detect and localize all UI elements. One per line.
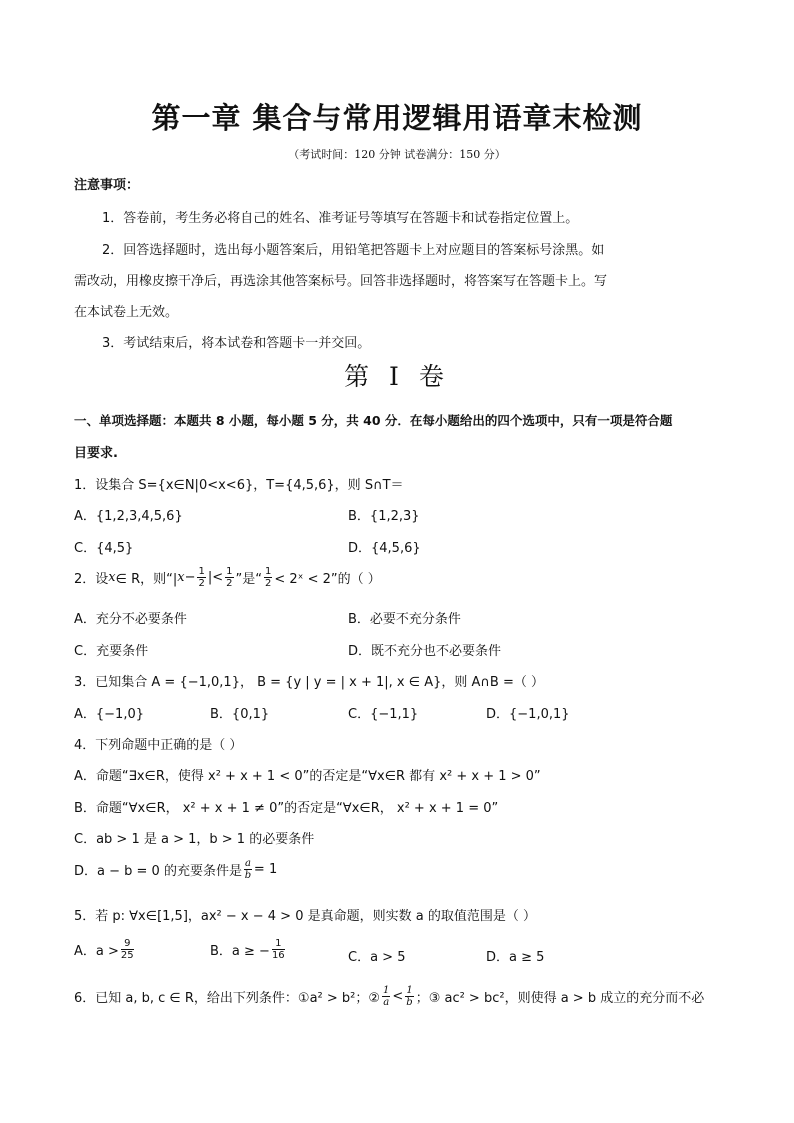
- question-4-stem: 4．下列命题中正确的是（ ）: [74, 738, 243, 753]
- question-2-stem: [74, 566, 381, 589]
- q6-fraction-1-den: a: [383, 997, 390, 1008]
- q2-fraction-3: [264, 566, 272, 589]
- question-5-stem: 5．若 p: ∀x∈[1,5]，ax² − x − 4 > 0 是真命题，则实数 a 的取值范围是（ ）: [74, 909, 536, 924]
- q5-b-fraction-num: 1: [272, 938, 285, 950]
- q4-d-fraction: [244, 858, 252, 881]
- q6-text-2: <: [392, 989, 404, 1004]
- q5-a-fraction-num: 9: [121, 938, 134, 950]
- q2-var-x2: x: [177, 570, 185, 585]
- exam-info: （考试时间：120 分钟 试卷满分：150 分）: [288, 148, 506, 161]
- q5-b-fraction: [272, 938, 285, 961]
- q2-text-1: 2．设: [74, 572, 109, 587]
- question-2-option-c: C．充要条件: [74, 644, 149, 659]
- q4-d-text-1: D．a − b = 0 的充要条件是: [74, 864, 242, 879]
- q2-fraction-2: [225, 566, 233, 589]
- question-6-stem: [74, 985, 704, 1008]
- question-1-option-b: B．{1,2,3}: [348, 509, 420, 524]
- q2-text-5: ”是“: [235, 572, 262, 587]
- question-5-option-b: [210, 938, 287, 961]
- page-title: 第一章 集合与常用逻辑用语章末检测: [151, 101, 643, 135]
- question-2-option-a: A．充分不必要条件: [74, 612, 187, 627]
- q6-fraction-1: [382, 985, 390, 1008]
- part1-instructions-line-2: 目要求.: [74, 446, 118, 461]
- note-2-line-3: 在本试卷上无效。: [74, 305, 179, 320]
- notes-heading: 注意事项：: [74, 178, 140, 193]
- q2-fraction-3-den: 2: [265, 578, 272, 589]
- question-2-option-b: B．必要不充分条件: [348, 612, 461, 627]
- q2-fraction-3-num: 1: [265, 566, 272, 577]
- question-1-option-c: C．{4,5}: [74, 541, 134, 556]
- question-1-option-a: A．{1,2,3,4,5,6}: [74, 509, 183, 524]
- note-2-line-1: 2．回答选择题时，选出每小题答案后，用铅笔把答题卡上对应题目的答案标号涂黑。如: [102, 243, 605, 258]
- q6-text-1: 6．已知 a, b, c ∈ R，给出下列条件：①a² > b²；②: [74, 991, 381, 1006]
- q6-fraction-2-den: b: [406, 997, 413, 1008]
- question-1-option-d: D．{4,5,6}: [348, 541, 421, 556]
- q2-text-6: < 2ˣ < 2”的（ ）: [274, 572, 381, 587]
- section-heading: 第 I 卷: [344, 362, 450, 391]
- note-2-line-2: 需改动，用橡皮擦干净后，再选涂其他答案标号。回答非选择题时，将答案写在答题卡上。写: [74, 274, 608, 289]
- question-4-option-d: [74, 858, 277, 881]
- q2-fraction-2-num: 1: [226, 566, 233, 577]
- q4-d-fraction-den: b: [244, 870, 252, 881]
- q6-fraction-2: [405, 985, 413, 1008]
- q2-text-4: |<: [207, 570, 224, 585]
- q2-fraction-1-den: 2: [198, 578, 205, 589]
- q2-text-3: −: [184, 570, 196, 585]
- question-3-option-d: D．{−1,0,1}: [486, 707, 570, 722]
- q2-text-2: ∈ R，则“|: [115, 572, 178, 587]
- q4-d-text-2: = 1: [253, 862, 278, 877]
- question-5-option-c: C．a > 5: [348, 950, 406, 965]
- q5-a-fraction: [121, 938, 134, 961]
- question-1-stem: 1．设集合 S={x∈N|0<x<6}，T={4,5,6}，则 S∩T＝: [74, 478, 404, 493]
- q6-text-3: ；③ ac² > bc²，则使得 a > b 成立的充分而不必: [415, 991, 705, 1006]
- question-4-option-c: C．ab > 1 是 a > 1，b > 1 的必要条件: [74, 832, 315, 847]
- question-5-option-a: [74, 938, 136, 961]
- q5-a-fraction-den: 25: [120, 950, 134, 961]
- question-3-option-a: A．{−1,0}: [74, 707, 145, 722]
- q5-a-text: A．a >: [74, 944, 119, 959]
- note-1: 1．答卷前，考生务必将自己的姓名、准考证号等填写在答题卡和试卷指定位置上。: [102, 211, 579, 226]
- question-2-option-d: D．既不充分也不必要条件: [348, 644, 502, 659]
- question-4-option-b: B．命题“∀x∈R， x² + x + 1 ≠ 0”的否定是“∀x∈R， x² + x + 1 = 0”: [74, 801, 499, 816]
- q2-var-x: x: [108, 570, 116, 585]
- q2-fraction-2-den: 2: [226, 578, 233, 589]
- part1-instructions-line-1: 一、单项选择题：本题共 8 小题，每小题 5 分，共 40 分．在每小题给出的四个选项中，只有一项是符合题: [74, 413, 673, 428]
- question-3-option-b: B．{0,1}: [210, 707, 270, 722]
- question-3-stem: 3．已知集合 A = {−1,0,1}， B = {y | y = | x + 1|, x ∈ A}，则 A∩B =（ ）: [74, 675, 544, 690]
- note-3: 3．考试结束后，将本试卷和答题卡一并交回。: [102, 336, 371, 351]
- q5-b-text: B．a ≥ −: [210, 944, 270, 959]
- q6-fraction-1-num: 1: [383, 985, 390, 996]
- question-3-option-c: C．{−1,1}: [348, 707, 419, 722]
- q4-d-fraction-num: a: [244, 858, 251, 869]
- q2-fraction-1: [197, 566, 205, 589]
- q5-b-fraction-den: 16: [271, 950, 285, 961]
- q6-fraction-2-num: 1: [406, 985, 413, 996]
- q2-fraction-1-num: 1: [198, 566, 205, 577]
- question-5-option-d: D．a ≥ 5: [486, 950, 545, 965]
- question-4-option-a: A．命题“∃x∈R，使得 x² + x + 1 < 0”的否定是“∀x∈R 都有 x² + x + 1 > 0”: [74, 769, 541, 784]
